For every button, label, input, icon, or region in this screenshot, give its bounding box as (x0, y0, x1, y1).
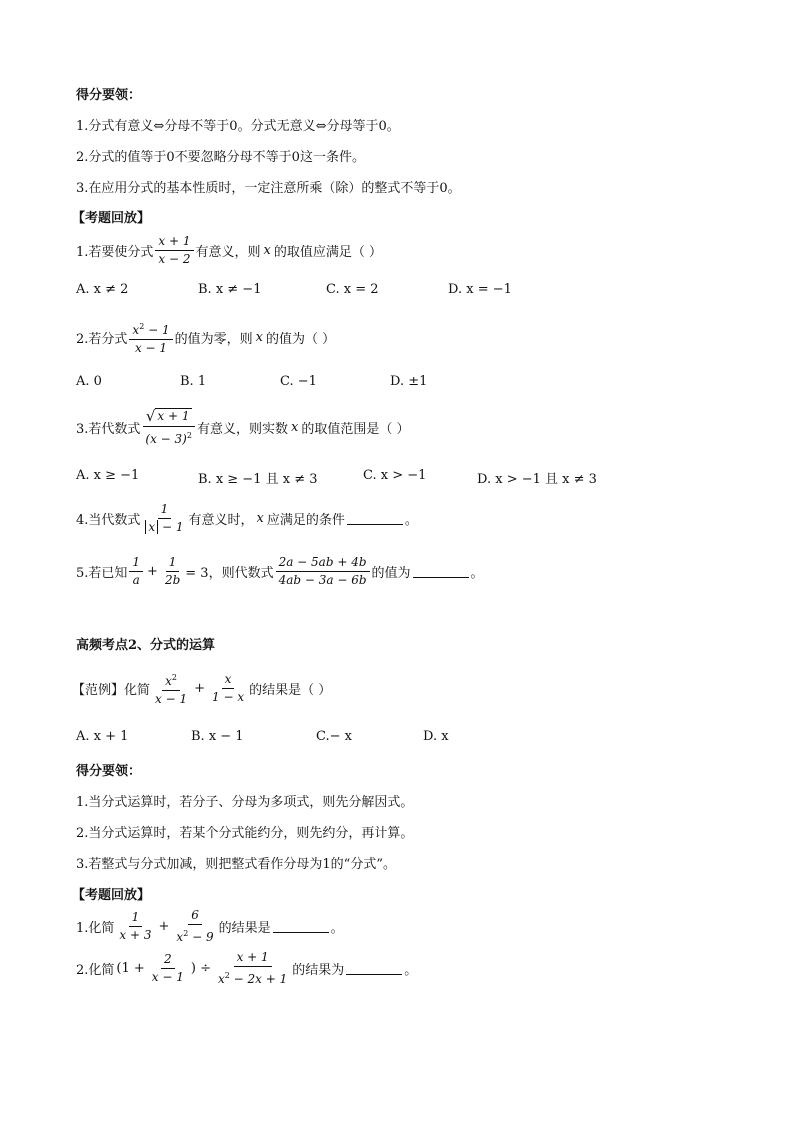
option-c[interactable]: C. −1 (280, 374, 317, 389)
fraction: $\frac{2a - 5ab + 4b}{4ab - 3a - 6b}$ (276, 555, 370, 588)
question-text: 的值为零，则 (174, 332, 253, 347)
option-a[interactable]: A. x + 1 (76, 729, 129, 744)
answer-blank[interactable] (347, 512, 403, 525)
question-text: 4.当代数式 (76, 513, 141, 528)
question-2: 2.化简 (1 + $\frac{2}{x - 1}$ ) ÷ $\frac{x + 1}{x^2 - 2x + 1}$ 的结果为 。 (76, 950, 418, 986)
option-c[interactable]: C. x = 2 (326, 282, 379, 297)
option-b[interactable]: B. x ≥ −1 且 x ≠ 3 (198, 472, 318, 487)
option-b[interactable]: B. 1 (180, 374, 207, 389)
question-4 (76, 502, 418, 535)
question-1: 1.化简 $\frac{1}{x + 3}$ + $\frac{6}{x^2 - 9}$ 的结果是 。 (76, 908, 344, 944)
answer-blank[interactable] (413, 565, 469, 578)
tip-line: 2.当分式运算时，若某个分式能约分，则先约分，再计算。 (76, 826, 414, 841)
variable: x (290, 420, 299, 435)
tip-line: 3.在应用分式的基本性质时，一定注意所乘（除）的整式不等于0。 (76, 181, 461, 196)
denominator: $(x - 3)^2$ (145, 431, 192, 446)
sqrt: √ x + 1 (145, 407, 190, 425)
question-text: 的结果为 (292, 963, 345, 978)
question-text: 2.若分式 (76, 332, 128, 347)
question-1 (76, 234, 382, 267)
answer-blank[interactable] (273, 920, 329, 933)
question-text: 1.若要使分式 (76, 245, 154, 260)
question-text: 1.化简 (76, 921, 115, 936)
fraction (129, 319, 172, 356)
question-text: 的取值应满足（ ） (273, 245, 382, 260)
option-b[interactable]: B. x ≠ −1 (198, 282, 262, 297)
tip-line: 2.分式的值等于0不要忽略分母不等于0这一条件。 (76, 150, 365, 165)
fraction (142, 408, 195, 447)
numerator: x + 1 (155, 234, 193, 251)
denominator: x − 2 (158, 252, 191, 266)
option-a[interactable]: A. 0 (76, 374, 102, 389)
question-text: = 3，则代数式 (185, 566, 274, 581)
question-2 (76, 319, 335, 356)
question-text: 的值为（ ） (265, 332, 336, 347)
fraction: $\frac{1}{a}$ (129, 555, 143, 588)
option-a[interactable]: A. x ≠ 2 (76, 282, 129, 297)
option-d[interactable]: D. x > −1 且 x ≠ 3 (477, 472, 597, 487)
fraction (142, 502, 186, 535)
question-text: 有意义，则实数 (196, 422, 288, 437)
question-text: 。 (330, 921, 344, 936)
question-text: 。 (404, 963, 418, 978)
question-3 (76, 408, 409, 447)
question-text: 的结果是（ ） (249, 683, 332, 698)
denominator: x − 1 (142, 519, 186, 535)
numerator: $x^2 - 1$ (129, 319, 172, 340)
numerator: 1 (158, 502, 172, 519)
option-d[interactable]: D. ±1 (390, 374, 428, 389)
fraction: $\frac{x + 1}{x^2 - 2x + 1}$ (217, 950, 288, 986)
question-text: 的取值范围是（ ） (301, 422, 410, 437)
denominator: x − 1 (134, 341, 168, 355)
variable: x (255, 330, 263, 345)
question-text: 的值为 (371, 566, 411, 581)
question-text: 。 (404, 513, 418, 528)
tips-heading: 得分要领： (76, 88, 142, 103)
option-d[interactable]: D. x (423, 729, 449, 744)
question-5: 5.若已知 $\frac{1}{a}$ + $\frac{1}{2b}$ = 3，则代数式 $\frac{2a - 5ab + 4b}{4ab - 3a - 6b}$ 的值为 。 (76, 555, 484, 587)
fraction: $\frac{x}{1 - x}$ (212, 672, 245, 704)
tips-heading: 得分要领： (76, 764, 142, 779)
fraction: $\frac{1}{x + 3}$ (119, 910, 152, 942)
option-c[interactable]: C. x > −1 (363, 468, 427, 483)
fraction: $\frac{1}{2b}$ (164, 555, 181, 587)
question-text: 有意义，则 (195, 245, 261, 260)
variable: x (256, 511, 264, 526)
question-text: 5.若已知 (76, 566, 128, 581)
option-a[interactable]: A. x ≥ −1 (76, 468, 140, 483)
review-heading: 【考题回放】 (72, 211, 151, 226)
fraction (155, 234, 193, 267)
option-c[interactable]: C.− x (316, 729, 352, 744)
fraction: $\frac{6}{x^2 - 9}$ (176, 908, 214, 944)
tip-line: 1.当分式运算时，若分子、分母为多项式，则先分解因式。 (76, 795, 414, 810)
question-text: 2.化简 (76, 963, 115, 978)
variable: x (263, 243, 271, 258)
question-text: 。 (470, 566, 484, 581)
numerator (143, 408, 195, 427)
question-text: 3.若代数式 (76, 422, 141, 437)
example-question: 【范例】化简 $\frac{x^2}{x - 1}$ + $\frac{x}{1 - x}$ 的结果是（ ） (72, 672, 332, 706)
fraction: $\frac{2}{x - 1}$ (151, 952, 184, 984)
tip-line: 1.分式有意义⇔分母不等于0。分式无意义⇔分母等于0。 (76, 119, 400, 134)
fraction: $\frac{x^2}{x - 1}$ (152, 670, 190, 707)
answer-blank[interactable] (346, 962, 402, 975)
question-text: 的结果是 (218, 921, 271, 936)
section-heading: 高频考点2、分式的运算 (76, 638, 216, 653)
option-d[interactable]: D. x = −1 (448, 282, 512, 297)
option-b[interactable]: B. x − 1 (191, 729, 244, 744)
tip-line: 3.若整式与分式加减，则把整式看作分母为1的“分式”。 (76, 857, 396, 872)
question-text: 应满足的条件 (266, 513, 345, 528)
question-text: 【范例】化简 (72, 683, 151, 698)
review-heading: 【考题回放】 (72, 888, 151, 903)
question-text: 有意义时， (188, 513, 254, 528)
